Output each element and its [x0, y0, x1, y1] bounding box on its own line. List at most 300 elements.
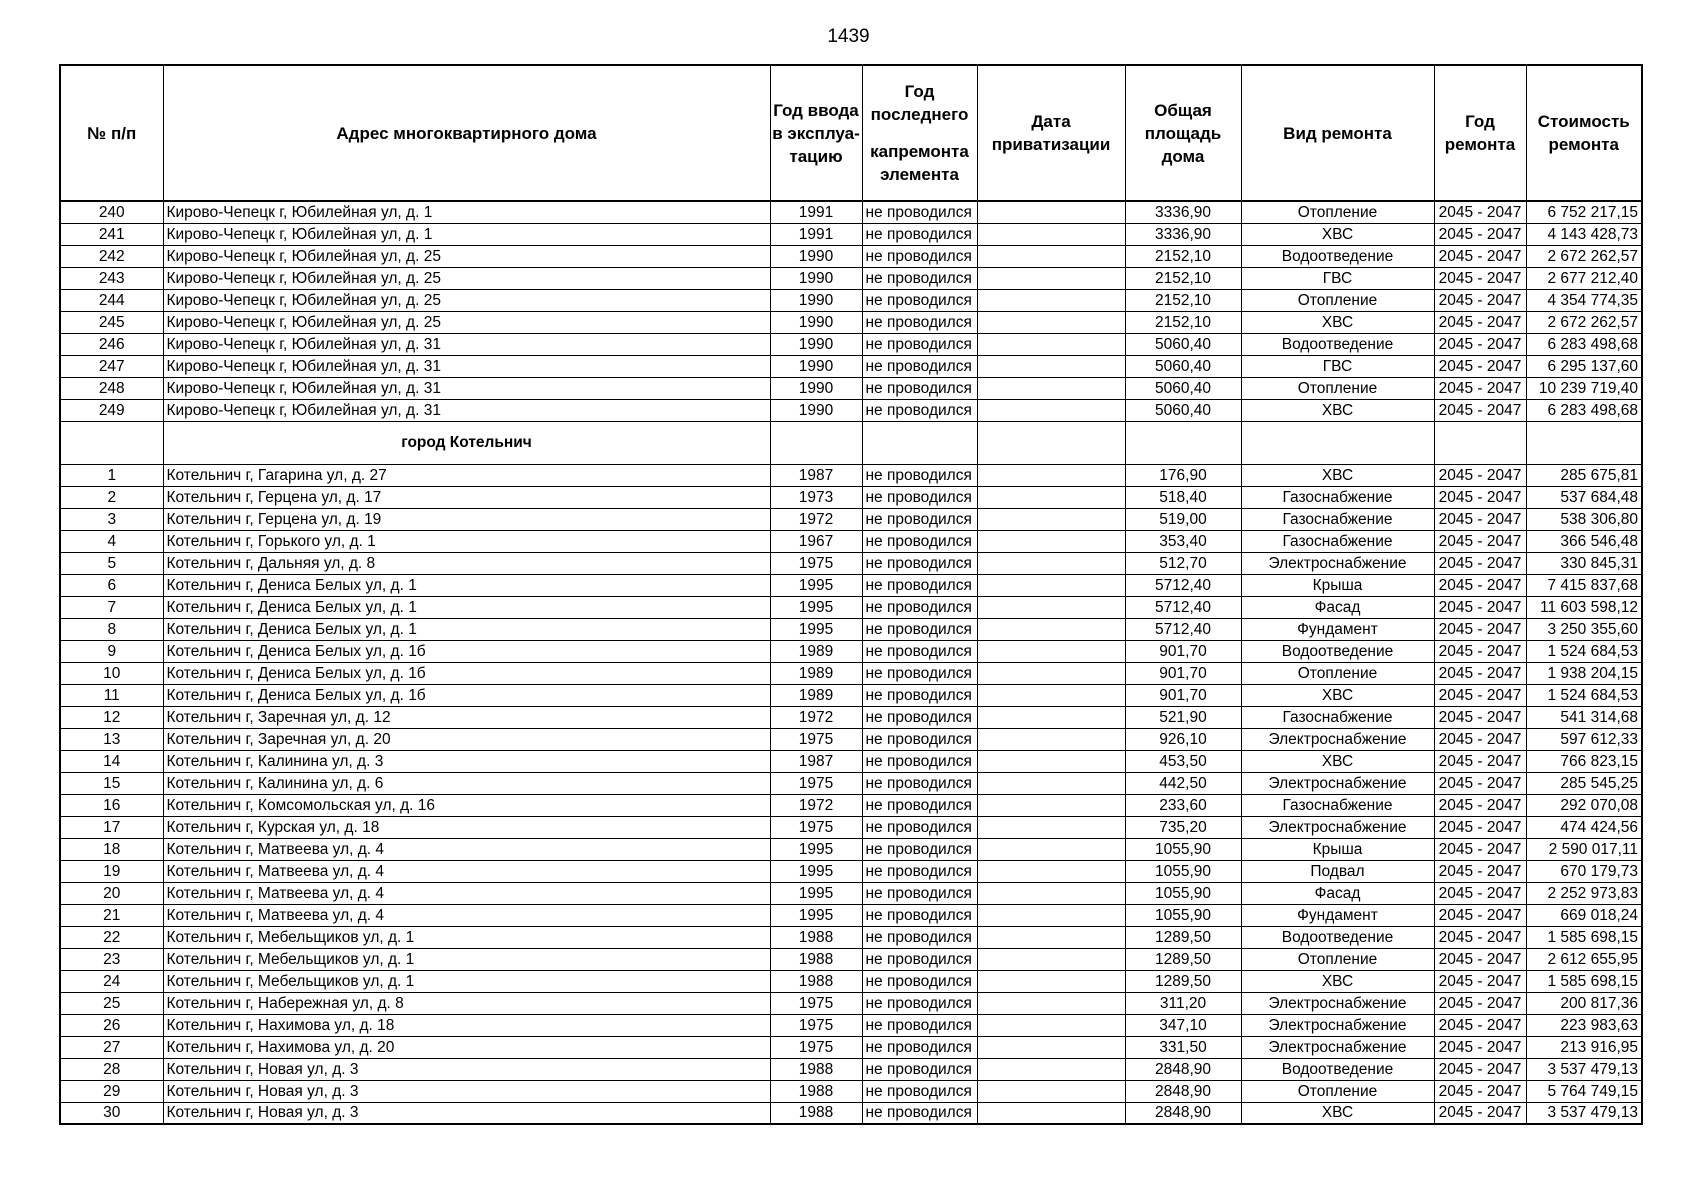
cell-privatization — [977, 311, 1125, 333]
cell-area: 442,50 — [1125, 772, 1241, 794]
cell-cost: 597 612,33 — [1526, 728, 1642, 750]
header-area: Общая площадь дома — [1125, 65, 1241, 201]
cell-repair-period: 2045 - 2047 — [1434, 970, 1526, 992]
cell-address: Кирово-Чепецк г, Юбилейная ул, д. 1 — [163, 201, 770, 223]
cell-area: 2152,10 — [1125, 311, 1241, 333]
cell-area: 901,70 — [1125, 640, 1241, 662]
cell-num: 26 — [60, 1014, 163, 1036]
table-row — [60, 882, 1642, 904]
cell-num: 245 — [60, 311, 163, 333]
cell-repair-period: 2045 - 2047 — [1434, 618, 1526, 640]
cell-privatization — [977, 838, 1125, 860]
cell-last-repair: не проводился — [862, 596, 977, 618]
cell-year-built: 1991 — [770, 201, 862, 223]
table-row — [60, 772, 1642, 794]
cell-repair-type: Электроснабжение — [1241, 772, 1434, 794]
cell-cost: 6 283 498,68 — [1526, 399, 1642, 421]
cell-address: Котельнич г, Набережная ул, д. 8 — [163, 992, 770, 1014]
table-row — [60, 486, 1642, 508]
cell-area: 5060,40 — [1125, 333, 1241, 355]
cell-cost: 6 752 217,15 — [1526, 201, 1642, 223]
cell-address: Кирово-Чепецк г, Юбилейная ул, д. 25 — [163, 311, 770, 333]
cell-last-repair: не проводился — [862, 684, 977, 706]
cell-area: 512,70 — [1125, 552, 1241, 574]
cell-cost: 474 424,56 — [1526, 816, 1642, 838]
cell-repair-type: Газоснабжение — [1241, 706, 1434, 728]
header-address: Адрес многоквартирного дома — [163, 65, 770, 201]
section-empty-cell — [60, 421, 163, 464]
cell-area: 901,70 — [1125, 684, 1241, 706]
cell-repair-period: 2045 - 2047 — [1434, 464, 1526, 486]
cell-cost: 1 938 204,15 — [1526, 662, 1642, 684]
cell-repair-period: 2045 - 2047 — [1434, 574, 1526, 596]
cell-privatization — [977, 289, 1125, 311]
table-row — [60, 223, 1642, 245]
cell-area: 1055,90 — [1125, 904, 1241, 926]
cell-privatization — [977, 684, 1125, 706]
cell-num: 17 — [60, 816, 163, 838]
cell-repair-type: ХВС — [1241, 311, 1434, 333]
cell-last-repair: не проводился — [862, 508, 977, 530]
cell-cost: 223 983,63 — [1526, 1014, 1642, 1036]
table-row — [60, 838, 1642, 860]
cell-repair-period: 2045 - 2047 — [1434, 948, 1526, 970]
cell-repair-type: Подвал — [1241, 860, 1434, 882]
cell-address: Котельнич г, Герцена ул, д. 17 — [163, 486, 770, 508]
cell-cost: 4 354 774,35 — [1526, 289, 1642, 311]
table-row — [60, 904, 1642, 926]
cell-area: 901,70 — [1125, 662, 1241, 684]
table-row — [60, 728, 1642, 750]
cell-year-built: 1990 — [770, 245, 862, 267]
cell-num: 4 — [60, 530, 163, 552]
cell-num: 27 — [60, 1036, 163, 1058]
cell-year-built: 1989 — [770, 640, 862, 662]
cell-num: 23 — [60, 948, 163, 970]
cell-cost: 285 675,81 — [1526, 464, 1642, 486]
cell-num: 22 — [60, 926, 163, 948]
cell-repair-period: 2045 - 2047 — [1434, 750, 1526, 772]
cell-privatization — [977, 486, 1125, 508]
cell-privatization — [977, 640, 1125, 662]
cell-address: Котельнич г, Комсомольская ул, д. 16 — [163, 794, 770, 816]
header-year-built: Год ввода в эксплуа-тацию — [770, 65, 862, 201]
cell-area: 2152,10 — [1125, 289, 1241, 311]
cell-last-repair: не проводился — [862, 464, 977, 486]
table-row — [60, 355, 1642, 377]
cell-address: Котельнич г, Нахимова ул, д. 18 — [163, 1014, 770, 1036]
cell-last-repair: не проводился — [862, 355, 977, 377]
table-row — [60, 948, 1642, 970]
cell-repair-period: 2045 - 2047 — [1434, 377, 1526, 399]
cell-last-repair: не проводился — [862, 728, 977, 750]
cell-privatization — [977, 201, 1125, 223]
cell-year-built: 1988 — [770, 1080, 862, 1102]
cell-repair-period: 2045 - 2047 — [1434, 223, 1526, 245]
cell-num: 13 — [60, 728, 163, 750]
cell-last-repair: не проводился — [862, 1080, 977, 1102]
cell-last-repair: не проводился — [862, 311, 977, 333]
header-repair-period: Год ремонта — [1434, 65, 1526, 201]
cell-num: 12 — [60, 706, 163, 728]
cell-cost: 2 252 973,83 — [1526, 882, 1642, 904]
cell-num: 24 — [60, 970, 163, 992]
cell-privatization — [977, 552, 1125, 574]
cell-last-repair: не проводился — [862, 1036, 977, 1058]
table-row — [60, 464, 1642, 486]
cell-address: Котельнич г, Дениса Белых ул, д. 1б — [163, 684, 770, 706]
cell-repair-period: 2045 - 2047 — [1434, 816, 1526, 838]
cell-repair-period: 2045 - 2047 — [1434, 289, 1526, 311]
cell-privatization — [977, 662, 1125, 684]
cell-repair-type: Водоотведение — [1241, 333, 1434, 355]
cell-repair-type: ХВС — [1241, 684, 1434, 706]
cell-last-repair: не проводился — [862, 750, 977, 772]
cell-area: 1289,50 — [1125, 948, 1241, 970]
cell-num: 249 — [60, 399, 163, 421]
cell-repair-period: 2045 - 2047 — [1434, 926, 1526, 948]
cell-address: Кирово-Чепецк г, Юбилейная ул, д. 31 — [163, 399, 770, 421]
section-empty-cell — [770, 421, 862, 464]
cell-repair-type: Электроснабжение — [1241, 1014, 1434, 1036]
cell-year-built: 1988 — [770, 970, 862, 992]
cell-repair-type: ХВС — [1241, 464, 1434, 486]
cell-num: 248 — [60, 377, 163, 399]
cell-area: 518,40 — [1125, 486, 1241, 508]
cell-repair-period: 2045 - 2047 — [1434, 1058, 1526, 1080]
cell-repair-type: Отопление — [1241, 662, 1434, 684]
cell-last-repair: не проводился — [862, 201, 977, 223]
cell-repair-type: ХВС — [1241, 970, 1434, 992]
table-row — [60, 1036, 1642, 1058]
cell-repair-type: ГВС — [1241, 267, 1434, 289]
cell-address: Котельнич г, Калинина ул, д. 6 — [163, 772, 770, 794]
cell-address: Котельнич г, Новая ул, д. 3 — [163, 1102, 770, 1124]
cell-cost: 11 603 598,12 — [1526, 596, 1642, 618]
header-cost: Стоимость ремонта — [1526, 65, 1642, 201]
cell-address: Кирово-Чепецк г, Юбилейная ул, д. 31 — [163, 355, 770, 377]
cell-cost: 7 415 837,68 — [1526, 574, 1642, 596]
cell-area: 519,00 — [1125, 508, 1241, 530]
section-header — [60, 421, 1642, 464]
cell-cost: 366 546,48 — [1526, 530, 1642, 552]
table-row — [60, 333, 1642, 355]
cell-last-repair: не проводился — [862, 574, 977, 596]
cell-num: 241 — [60, 223, 163, 245]
cell-address: Кирово-Чепецк г, Юбилейная ул, д. 25 — [163, 267, 770, 289]
cell-repair-type: Крыша — [1241, 574, 1434, 596]
cell-last-repair: не проводился — [862, 245, 977, 267]
cell-address: Котельнич г, Матвеева ул, д. 4 — [163, 882, 770, 904]
cell-repair-period: 2045 - 2047 — [1434, 838, 1526, 860]
table-row — [60, 596, 1642, 618]
cell-address: Котельнич г, Мебельщиков ул, д. 1 — [163, 970, 770, 992]
cell-privatization — [977, 399, 1125, 421]
cell-repair-type: Фасад — [1241, 882, 1434, 904]
cell-year-built: 1988 — [770, 1102, 862, 1124]
cell-privatization — [977, 706, 1125, 728]
table-row — [60, 377, 1642, 399]
table-row — [60, 574, 1642, 596]
cell-area: 926,10 — [1125, 728, 1241, 750]
cell-num: 246 — [60, 333, 163, 355]
cell-year-built: 1975 — [770, 772, 862, 794]
cell-repair-type: Отопление — [1241, 948, 1434, 970]
table-row — [60, 970, 1642, 992]
table-header-row — [60, 65, 1642, 201]
cell-cost: 541 314,68 — [1526, 706, 1642, 728]
cell-num: 2 — [60, 486, 163, 508]
cell-last-repair: не проводился — [862, 289, 977, 311]
cell-year-built: 1990 — [770, 377, 862, 399]
cell-year-built: 1995 — [770, 904, 862, 926]
cell-last-repair: не проводился — [862, 223, 977, 245]
cell-area: 233,60 — [1125, 794, 1241, 816]
section-row — [60, 421, 1642, 464]
cell-year-built: 1972 — [770, 794, 862, 816]
cell-repair-period: 2045 - 2047 — [1434, 355, 1526, 377]
cell-num: 19 — [60, 860, 163, 882]
table-row — [60, 640, 1642, 662]
table-row — [60, 311, 1642, 333]
cell-address: Котельнич г, Дениса Белых ул, д. 1 — [163, 574, 770, 596]
cell-cost: 3 537 479,13 — [1526, 1058, 1642, 1080]
cell-last-repair: не проводился — [862, 860, 977, 882]
cell-cost: 1 585 698,15 — [1526, 926, 1642, 948]
cell-repair-period: 2045 - 2047 — [1434, 904, 1526, 926]
cell-cost: 2 677 212,40 — [1526, 267, 1642, 289]
cell-area: 3336,90 — [1125, 201, 1241, 223]
cell-year-built: 1972 — [770, 706, 862, 728]
cell-address: Котельнич г, Мебельщиков ул, д. 1 — [163, 948, 770, 970]
cell-last-repair: не проводился — [862, 904, 977, 926]
section-empty-cell — [862, 421, 977, 464]
page-number: 1439 — [827, 26, 870, 47]
cell-repair-type: Электроснабжение — [1241, 816, 1434, 838]
cell-address: Котельнич г, Мебельщиков ул, д. 1 — [163, 926, 770, 948]
header-last-repair-bottom: капремонта элемента — [870, 142, 969, 184]
table-row — [60, 289, 1642, 311]
cell-privatization — [977, 772, 1125, 794]
cell-repair-type: Газоснабжение — [1241, 530, 1434, 552]
cell-cost: 766 823,15 — [1526, 750, 1642, 772]
cell-area: 2152,10 — [1125, 267, 1241, 289]
cell-num: 14 — [60, 750, 163, 772]
table-body-kirovo-chepetsk — [60, 201, 1642, 421]
cell-address: Котельнич г, Курская ул, д. 18 — [163, 816, 770, 838]
cell-repair-type: Электроснабжение — [1241, 728, 1434, 750]
cell-area: 176,90 — [1125, 464, 1241, 486]
cell-repair-type: Водоотведение — [1241, 926, 1434, 948]
cell-cost: 10 239 719,40 — [1526, 377, 1642, 399]
table-row — [60, 552, 1642, 574]
table-row — [60, 1102, 1642, 1124]
cell-repair-period: 2045 - 2047 — [1434, 245, 1526, 267]
cell-address: Кирово-Чепецк г, Юбилейная ул, д. 25 — [163, 245, 770, 267]
section-title: город Котельнич — [163, 421, 770, 464]
cell-cost: 4 143 428,73 — [1526, 223, 1642, 245]
cell-year-built: 1975 — [770, 1036, 862, 1058]
cell-last-repair: не проводился — [862, 992, 977, 1014]
cell-area: 1289,50 — [1125, 926, 1241, 948]
cell-repair-type: ХВС — [1241, 1102, 1434, 1124]
table-row — [60, 706, 1642, 728]
cell-year-built: 1995 — [770, 882, 862, 904]
cell-last-repair: не проводился — [862, 552, 977, 574]
cell-repair-type: Отопление — [1241, 377, 1434, 399]
cell-num: 240 — [60, 201, 163, 223]
section-empty-cell — [1125, 421, 1241, 464]
cell-num: 10 — [60, 662, 163, 684]
cell-privatization — [977, 992, 1125, 1014]
cell-repair-type: Газоснабжение — [1241, 508, 1434, 530]
cell-num: 16 — [60, 794, 163, 816]
cell-address: Котельнич г, Калинина ул, д. 3 — [163, 750, 770, 772]
cell-cost: 2 612 655,95 — [1526, 948, 1642, 970]
cell-year-built: 1991 — [770, 223, 862, 245]
cell-privatization — [977, 1014, 1125, 1036]
cell-cost: 1 585 698,15 — [1526, 970, 1642, 992]
cell-num: 6 — [60, 574, 163, 596]
cell-repair-type: ХВС — [1241, 399, 1434, 421]
table-row — [60, 618, 1642, 640]
cell-address: Кирово-Чепецк г, Юбилейная ул, д. 25 — [163, 289, 770, 311]
cell-privatization — [977, 1058, 1125, 1080]
cell-repair-type: Электроснабжение — [1241, 992, 1434, 1014]
cell-cost: 200 817,36 — [1526, 992, 1642, 1014]
cell-repair-period: 2045 - 2047 — [1434, 728, 1526, 750]
cell-repair-type: Водоотведение — [1241, 1058, 1434, 1080]
cell-year-built: 1995 — [770, 618, 862, 640]
cell-repair-period: 2045 - 2047 — [1434, 508, 1526, 530]
cell-privatization — [977, 882, 1125, 904]
cell-repair-type: Водоотведение — [1241, 245, 1434, 267]
cell-last-repair: не проводился — [862, 267, 977, 289]
header-privatization: Дата приватизации — [977, 65, 1125, 201]
cell-privatization — [977, 377, 1125, 399]
cell-last-repair: не проводился — [862, 816, 977, 838]
table-row — [60, 267, 1642, 289]
cell-year-built: 1972 — [770, 508, 862, 530]
cell-num: 11 — [60, 684, 163, 706]
cell-num: 21 — [60, 904, 163, 926]
cell-address: Котельнич г, Новая ул, д. 3 — [163, 1080, 770, 1102]
cell-last-repair: не проводился — [862, 706, 977, 728]
cell-year-built: 1987 — [770, 750, 862, 772]
cell-last-repair: не проводился — [862, 882, 977, 904]
cell-address: Котельнич г, Нахимова ул, д. 20 — [163, 1036, 770, 1058]
header-num: № п/п — [60, 65, 163, 201]
cell-area: 5712,40 — [1125, 574, 1241, 596]
cell-address: Котельнич г, Горького ул, д. 1 — [163, 530, 770, 552]
cell-area: 2848,90 — [1125, 1058, 1241, 1080]
cell-year-built: 1975 — [770, 992, 862, 1014]
cell-cost: 3 537 479,13 — [1526, 1102, 1642, 1124]
cell-area: 735,20 — [1125, 816, 1241, 838]
cell-privatization — [977, 618, 1125, 640]
cell-area: 2848,90 — [1125, 1080, 1241, 1102]
cell-area: 453,50 — [1125, 750, 1241, 772]
cell-privatization — [977, 333, 1125, 355]
cell-year-built: 1990 — [770, 333, 862, 355]
cell-area: 5060,40 — [1125, 399, 1241, 421]
cell-privatization — [977, 1036, 1125, 1058]
cell-year-built: 1975 — [770, 552, 862, 574]
cell-last-repair: не проводился — [862, 333, 977, 355]
table-row — [60, 508, 1642, 530]
cell-repair-period: 2045 - 2047 — [1434, 706, 1526, 728]
cell-year-built: 1975 — [770, 1014, 862, 1036]
cell-privatization — [977, 970, 1125, 992]
cell-last-repair: не проводился — [862, 662, 977, 684]
cell-privatization — [977, 355, 1125, 377]
table-row — [60, 794, 1642, 816]
cell-num: 243 — [60, 267, 163, 289]
cell-cost: 538 306,80 — [1526, 508, 1642, 530]
cell-address: Кирово-Чепецк г, Юбилейная ул, д. 31 — [163, 377, 770, 399]
cell-year-built: 1995 — [770, 596, 862, 618]
cell-year-built: 1990 — [770, 289, 862, 311]
cell-repair-type: Фундамент — [1241, 618, 1434, 640]
cell-cost: 1 524 684,53 — [1526, 640, 1642, 662]
cell-cost: 670 179,73 — [1526, 860, 1642, 882]
cell-repair-period: 2045 - 2047 — [1434, 486, 1526, 508]
cell-area: 5060,40 — [1125, 355, 1241, 377]
table-row — [60, 1058, 1642, 1080]
table-row — [60, 1014, 1642, 1036]
cell-num: 247 — [60, 355, 163, 377]
cell-privatization — [977, 530, 1125, 552]
cell-last-repair: не проводился — [862, 618, 977, 640]
cell-address: Котельнич г, Дальняя ул, д. 8 — [163, 552, 770, 574]
cell-repair-type: Газоснабжение — [1241, 486, 1434, 508]
cell-last-repair: не проводился — [862, 926, 977, 948]
cell-area: 5712,40 — [1125, 618, 1241, 640]
cell-repair-type: Фундамент — [1241, 904, 1434, 926]
cell-cost: 285 545,25 — [1526, 772, 1642, 794]
cell-num: 20 — [60, 882, 163, 904]
cell-last-repair: не проводился — [862, 640, 977, 662]
cell-address: Кирово-Чепецк г, Юбилейная ул, д. 31 — [163, 333, 770, 355]
section-empty-cell — [1434, 421, 1526, 464]
cell-privatization — [977, 728, 1125, 750]
cell-num: 1 — [60, 464, 163, 486]
table-body-kotelnich — [60, 464, 1642, 1124]
cell-address: Кирово-Чепецк г, Юбилейная ул, д. 1 — [163, 223, 770, 245]
cell-repair-period: 2045 - 2047 — [1434, 1080, 1526, 1102]
cell-year-built: 1988 — [770, 926, 862, 948]
table-row — [60, 662, 1642, 684]
cell-address: Котельнич г, Дениса Белых ул, д. 1 — [163, 618, 770, 640]
cell-privatization — [977, 596, 1125, 618]
cell-area: 521,90 — [1125, 706, 1241, 728]
cell-repair-type: Водоотведение — [1241, 640, 1434, 662]
cell-last-repair: не проводился — [862, 486, 977, 508]
cell-area: 5712,40 — [1125, 596, 1241, 618]
cell-address: Котельнич г, Дениса Белых ул, д. 1б — [163, 662, 770, 684]
cell-address: Котельнич г, Герцена ул, д. 19 — [163, 508, 770, 530]
cell-cost: 330 845,31 — [1526, 552, 1642, 574]
cell-num: 25 — [60, 992, 163, 1014]
table-row — [60, 1080, 1642, 1102]
cell-repair-type: ХВС — [1241, 750, 1434, 772]
cell-address: Котельнич г, Дениса Белых ул, д. 1б — [163, 640, 770, 662]
cell-last-repair: не проводился — [862, 399, 977, 421]
cell-area: 2152,10 — [1125, 245, 1241, 267]
cell-repair-type: Отопление — [1241, 201, 1434, 223]
table-row — [60, 245, 1642, 267]
cell-cost: 2 672 262,57 — [1526, 311, 1642, 333]
